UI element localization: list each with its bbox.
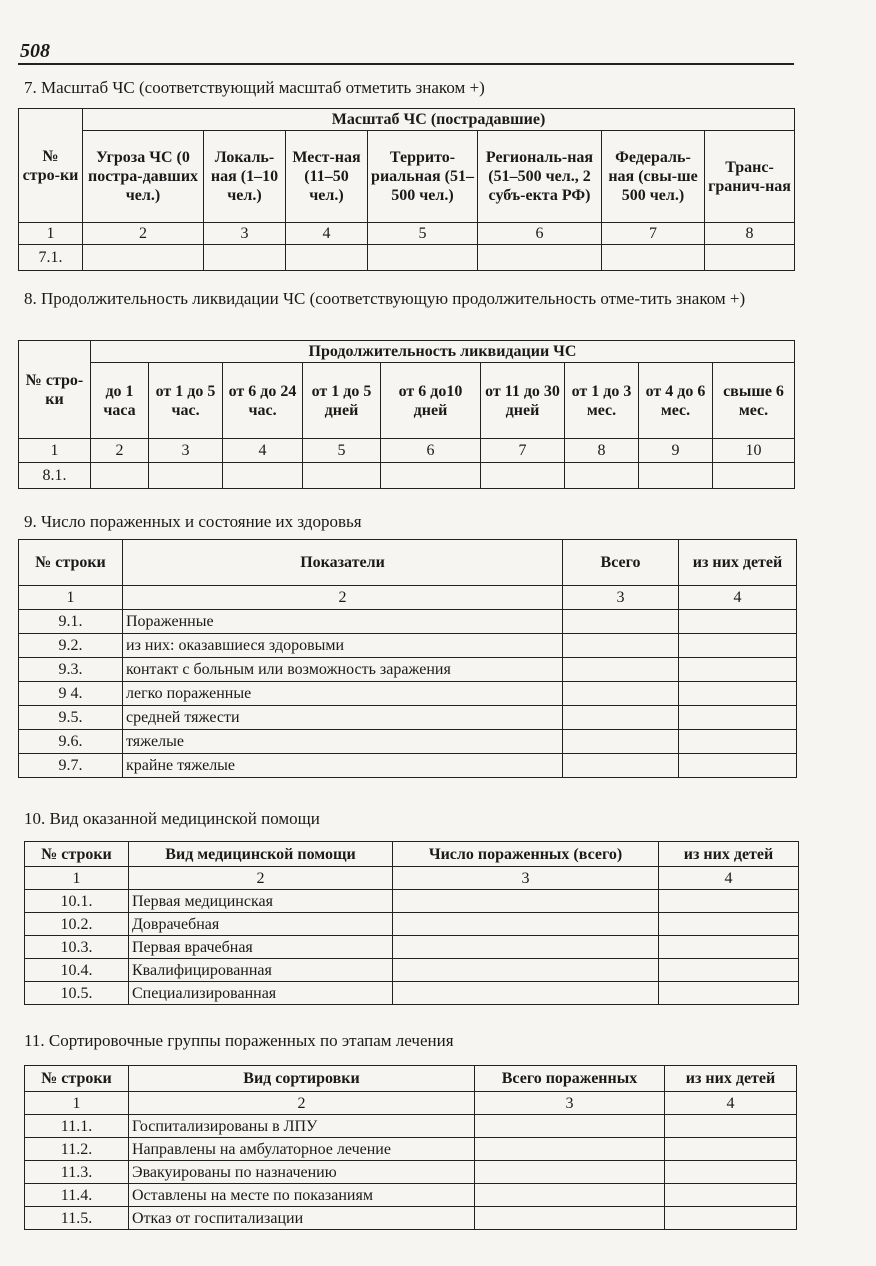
column-number: 6 — [478, 223, 602, 245]
input-cell[interactable] — [223, 463, 303, 489]
table-8-duration — [18, 340, 795, 489]
column-header: от 11 до 30 дней — [481, 363, 565, 439]
children-cell[interactable] — [659, 913, 799, 936]
total-cell[interactable] — [563, 610, 679, 634]
column-header: Транс-гранич-ная — [705, 131, 795, 223]
section-8-title: 8. Продолжительность ликвидации ЧС (соответствующую продолжительность отме-тить знаком +) — [24, 289, 746, 308]
row-label: контакт с больным или возможность заражения — [123, 658, 563, 682]
column-header: от 1 до 5 час. — [149, 363, 223, 439]
row-number: 10.3. — [25, 936, 129, 959]
children-cell[interactable] — [679, 610, 797, 634]
table-row — [19, 706, 797, 730]
table-row — [19, 463, 795, 489]
row-number: 9.6. — [19, 730, 123, 754]
column-number: 3 — [204, 223, 286, 245]
input-cell[interactable] — [381, 463, 481, 489]
input-cell[interactable] — [204, 245, 286, 271]
row-label: Специализированная — [129, 982, 393, 1005]
column-number: 3 — [563, 586, 679, 610]
row-number-header: № строки — [19, 540, 123, 586]
total-cell[interactable] — [475, 1161, 665, 1184]
table-row — [19, 730, 797, 754]
row-number: 9.1. — [19, 610, 123, 634]
total-cell[interactable] — [563, 754, 679, 778]
column-number: 2 — [83, 223, 204, 245]
row-label: из них: оказавшиеся здоровыми — [123, 634, 563, 658]
total-cell[interactable] — [393, 890, 659, 913]
column-header: Число пораженных (всего) — [393, 842, 659, 867]
children-cell[interactable] — [659, 959, 799, 982]
row-label: Эвакуированы по назначению — [129, 1161, 475, 1184]
section-9-title: 9. Число пораженных и состояние их здоровья — [24, 512, 362, 531]
column-header: от 6 до 24 час. — [223, 363, 303, 439]
column-header: Вид медицинской помощи — [129, 842, 393, 867]
column-header: из них детей — [665, 1066, 797, 1092]
column-header: Локаль-ная (1–10 чел.) — [204, 131, 286, 223]
column-number: 4 — [665, 1092, 797, 1115]
column-number: 4 — [679, 586, 797, 610]
column-number: 4 — [659, 867, 799, 890]
row-label: Отказ от госпитализации — [129, 1207, 475, 1230]
row-number-header: № строки — [25, 1066, 129, 1092]
section-11-title: 11. Сортировочные группы пораженных по этапам лечения — [24, 1031, 454, 1050]
table-row — [19, 610, 797, 634]
column-number: 1 — [25, 1092, 129, 1115]
input-cell[interactable] — [478, 245, 602, 271]
column-header: Всего — [563, 540, 679, 586]
row-number: 11.4. — [25, 1184, 129, 1207]
table-row — [19, 658, 797, 682]
column-header: Всего пораженных — [475, 1066, 665, 1092]
column-header: от 4 до 6 мес. — [639, 363, 713, 439]
table-10-medical-aid — [24, 841, 799, 1005]
column-header: Мест-ная (11–50 чел.) — [286, 131, 368, 223]
table-row — [19, 245, 795, 271]
children-cell[interactable] — [679, 682, 797, 706]
table-row — [25, 1207, 797, 1230]
row-number-header: № стро-ки — [19, 109, 83, 223]
table-11-triage-groups — [24, 1065, 797, 1230]
input-cell[interactable] — [149, 463, 223, 489]
children-cell[interactable] — [679, 754, 797, 778]
row-label: Оставлены на месте по показаниям — [129, 1184, 475, 1207]
row-number: 10.2. — [25, 913, 129, 936]
input-cell[interactable] — [481, 463, 565, 489]
row-label: Направлены на амбулаторное лечение — [129, 1138, 475, 1161]
column-header: от 1 до 5 дней — [303, 363, 381, 439]
total-cell[interactable] — [563, 634, 679, 658]
input-cell[interactable] — [639, 463, 713, 489]
table-row — [25, 913, 799, 936]
table-row — [25, 936, 799, 959]
children-cell[interactable] — [659, 890, 799, 913]
children-cell[interactable] — [665, 1184, 797, 1207]
input-cell[interactable] — [303, 463, 381, 489]
total-cell[interactable] — [475, 1184, 665, 1207]
section-10-title: 10. Вид оказанной медицинской помощи — [24, 809, 320, 828]
input-cell[interactable] — [91, 463, 149, 489]
column-number: 9 — [639, 439, 713, 463]
column-header: до 1 часа — [91, 363, 149, 439]
column-header: Вид сортировки — [129, 1066, 475, 1092]
table-row — [25, 890, 799, 913]
column-number: 4 — [223, 439, 303, 463]
row-number: 9 4. — [19, 682, 123, 706]
table-row — [19, 682, 797, 706]
children-cell[interactable] — [665, 1161, 797, 1184]
row-number: 9.7. — [19, 754, 123, 778]
input-cell[interactable] — [83, 245, 204, 271]
row-label: Квалифицированная — [129, 959, 393, 982]
table-9-casualties — [18, 539, 797, 778]
table-row — [25, 1184, 797, 1207]
row-label: Первая врачебная — [129, 936, 393, 959]
column-number: 6 — [381, 439, 481, 463]
row-number: 9.2. — [19, 634, 123, 658]
row-number: 10.4. — [25, 959, 129, 982]
row-label: тяжелые — [123, 730, 563, 754]
row-number: 9.5. — [19, 706, 123, 730]
input-cell[interactable] — [705, 245, 795, 271]
column-number: 2 — [129, 1092, 475, 1115]
table-row — [25, 1115, 797, 1138]
table-7-scale — [18, 108, 795, 271]
column-number: 1 — [25, 867, 129, 890]
table-row — [25, 982, 799, 1005]
column-header: свыше 6 мес. — [713, 363, 795, 439]
column-number: 1 — [19, 223, 83, 245]
column-header: из них детей — [659, 842, 799, 867]
page-number: 508 — [20, 40, 50, 62]
column-number: 10 — [713, 439, 795, 463]
row-label: средней тяжести — [123, 706, 563, 730]
children-cell[interactable] — [665, 1138, 797, 1161]
row-label: Первая медицинская — [129, 890, 393, 913]
input-cell[interactable] — [713, 463, 795, 489]
column-header: Федераль-ная (свы-ше 500 чел.) — [602, 131, 705, 223]
row-number: 11.1. — [25, 1115, 129, 1138]
column-header: от 6 до10 дней — [381, 363, 481, 439]
total-cell[interactable] — [475, 1207, 665, 1230]
column-number: 8 — [705, 223, 795, 245]
column-header: Показатели — [123, 540, 563, 586]
column-number: 2 — [91, 439, 149, 463]
column-number: 8 — [565, 439, 639, 463]
children-cell[interactable] — [665, 1115, 797, 1138]
input-cell[interactable] — [565, 463, 639, 489]
group-header: Продолжительность ликвидации ЧС — [91, 341, 795, 363]
column-number: 3 — [475, 1092, 665, 1115]
total-cell[interactable] — [475, 1115, 665, 1138]
children-cell[interactable] — [679, 658, 797, 682]
row-number: 11.2. — [25, 1138, 129, 1161]
input-cell[interactable] — [286, 245, 368, 271]
row-label: крайне тяжелые — [123, 754, 563, 778]
total-cell[interactable] — [563, 706, 679, 730]
children-cell[interactable] — [659, 936, 799, 959]
row-label: Госпитализированы в ЛПУ — [129, 1115, 475, 1138]
total-cell[interactable] — [563, 682, 679, 706]
row-number: 9.3. — [19, 658, 123, 682]
row-number: 8.1. — [19, 463, 91, 489]
column-number: 1 — [19, 586, 123, 610]
column-number: 5 — [303, 439, 381, 463]
children-cell[interactable] — [679, 634, 797, 658]
header-rule — [18, 63, 794, 65]
total-cell[interactable] — [393, 913, 659, 936]
column-header: Террито-риальная (51–500 чел.) — [368, 131, 478, 223]
table-row — [19, 634, 797, 658]
children-cell[interactable] — [679, 706, 797, 730]
column-header: из них детей — [679, 540, 797, 586]
row-number-header: № стро-ки — [19, 341, 91, 439]
column-number: 3 — [149, 439, 223, 463]
children-cell[interactable] — [659, 982, 799, 1005]
row-label: легко пораженные — [123, 682, 563, 706]
column-header: Региональ-ная (51–500 чел., 2 субъ-екта РФ) — [478, 131, 602, 223]
column-number: 7 — [602, 223, 705, 245]
children-cell[interactable] — [665, 1207, 797, 1230]
column-number: 2 — [123, 586, 563, 610]
column-number: 3 — [393, 867, 659, 890]
column-number: 2 — [129, 867, 393, 890]
table-row — [25, 1138, 797, 1161]
table-row — [25, 1161, 797, 1184]
total-cell[interactable] — [393, 936, 659, 959]
total-cell[interactable] — [393, 959, 659, 982]
table-row — [25, 959, 799, 982]
column-number: 1 — [19, 439, 91, 463]
column-header: Угроза ЧС (0 постра-давших чел.) — [83, 131, 204, 223]
row-label: Доврачебная — [129, 913, 393, 936]
row-number: 7.1. — [19, 245, 83, 271]
children-cell[interactable] — [679, 730, 797, 754]
total-cell[interactable] — [475, 1138, 665, 1161]
row-number: 11.3. — [25, 1161, 129, 1184]
row-number: 11.5. — [25, 1207, 129, 1230]
total-cell[interactable] — [563, 658, 679, 682]
row-number: 10.1. — [25, 890, 129, 913]
input-cell[interactable] — [602, 245, 705, 271]
row-label: Пораженные — [123, 610, 563, 634]
total-cell[interactable] — [563, 730, 679, 754]
column-number: 4 — [286, 223, 368, 245]
group-header: Масштаб ЧС (пострадавшие) — [83, 109, 795, 131]
column-number: 7 — [481, 439, 565, 463]
input-cell[interactable] — [368, 245, 478, 271]
table-row — [19, 754, 797, 778]
section-7-title: 7. Масштаб ЧС (соответствующий масштаб отметить знаком +) — [24, 78, 485, 97]
row-number-header: № строки — [25, 842, 129, 867]
column-number: 5 — [368, 223, 478, 245]
column-header: от 1 до 3 мес. — [565, 363, 639, 439]
row-number: 10.5. — [25, 982, 129, 1005]
total-cell[interactable] — [393, 982, 659, 1005]
